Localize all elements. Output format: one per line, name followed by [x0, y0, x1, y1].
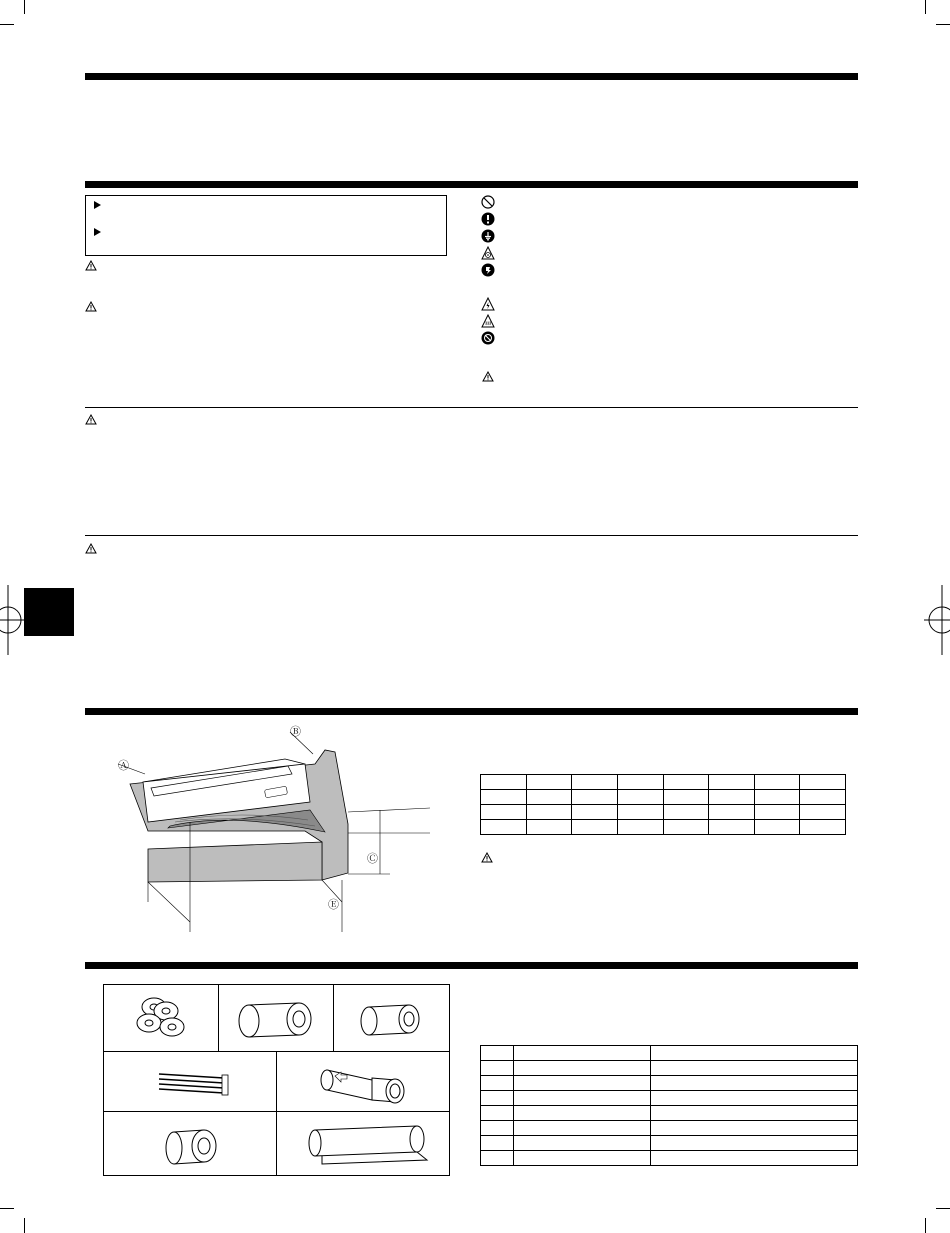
caution-icon	[85, 301, 97, 312]
pipe-cover-small-icon	[334, 985, 451, 1053]
no-water-icon	[481, 331, 495, 345]
safety-section-rule	[85, 181, 858, 188]
table-row	[481, 1106, 858, 1121]
washer-set-icon	[104, 985, 220, 1053]
bullet-arrow-icon	[94, 228, 101, 236]
important-note-box	[85, 195, 447, 256]
accessories-section-rule	[85, 962, 858, 969]
table-row	[481, 790, 846, 805]
callout-e: Ⓔ	[328, 899, 339, 911]
accessory-pipe-cover-small	[333, 984, 450, 1052]
crop-mark	[0, 24, 14, 25]
table-row	[481, 805, 846, 820]
band-set-icon	[104, 1052, 278, 1113]
divider	[85, 407, 858, 408]
installation-space-diagram	[110, 722, 440, 937]
accessory-bands	[103, 1051, 277, 1112]
electric-shock-icon	[481, 297, 495, 311]
drain-socket-icon	[277, 1052, 451, 1113]
accessory-insulation	[103, 1111, 277, 1176]
callout-a: Ⓐ	[118, 760, 129, 772]
crop-mark	[24, 0, 25, 14]
table-row	[481, 1091, 858, 1106]
pipe-cover-large-icon	[219, 985, 335, 1053]
insulation-icon	[104, 1112, 278, 1177]
table-row	[481, 1121, 858, 1136]
warning-icon	[85, 414, 97, 425]
table-row	[481, 1151, 858, 1166]
accessory-washers	[103, 984, 219, 1052]
crop-mark	[936, 24, 950, 25]
installation-section-rule	[85, 708, 858, 715]
table-row	[481, 1136, 858, 1151]
accessory-pipe-cover-large	[218, 984, 334, 1052]
bullet-arrow-icon	[94, 201, 101, 209]
crop-mark	[925, 0, 926, 14]
callout-c: Ⓒ	[367, 853, 378, 865]
crop-mark	[925, 1218, 926, 1233]
hot-surface-icon	[481, 314, 495, 328]
warning-icon	[481, 852, 493, 863]
callout-b: Ⓑ	[290, 726, 301, 738]
unplug-icon	[481, 263, 495, 277]
ground-icon	[481, 229, 495, 243]
accessory-insulation-sheet	[276, 1111, 450, 1176]
table-row	[481, 1061, 858, 1076]
space-table	[480, 774, 846, 835]
language-side-tab	[24, 588, 74, 636]
table-row	[481, 820, 846, 835]
table-row	[481, 1046, 858, 1061]
instruction-icon	[481, 212, 495, 226]
divider	[85, 535, 858, 536]
prohibited-icon	[481, 195, 495, 209]
warning-icon	[85, 260, 97, 271]
header-rule	[85, 73, 858, 80]
registration-mark-right	[922, 585, 950, 655]
crop-mark	[0, 1208, 14, 1209]
parts-table	[480, 1045, 858, 1166]
crop-mark	[936, 1208, 950, 1209]
crop-mark	[24, 1218, 25, 1233]
insulation-sheet-icon	[277, 1112, 451, 1177]
warning-icon	[482, 371, 494, 382]
table-row	[481, 1076, 858, 1091]
accessory-drain-socket	[276, 1051, 450, 1112]
table-row	[481, 775, 846, 790]
fan-hazard-icon	[481, 246, 495, 260]
caution-icon	[85, 543, 97, 554]
